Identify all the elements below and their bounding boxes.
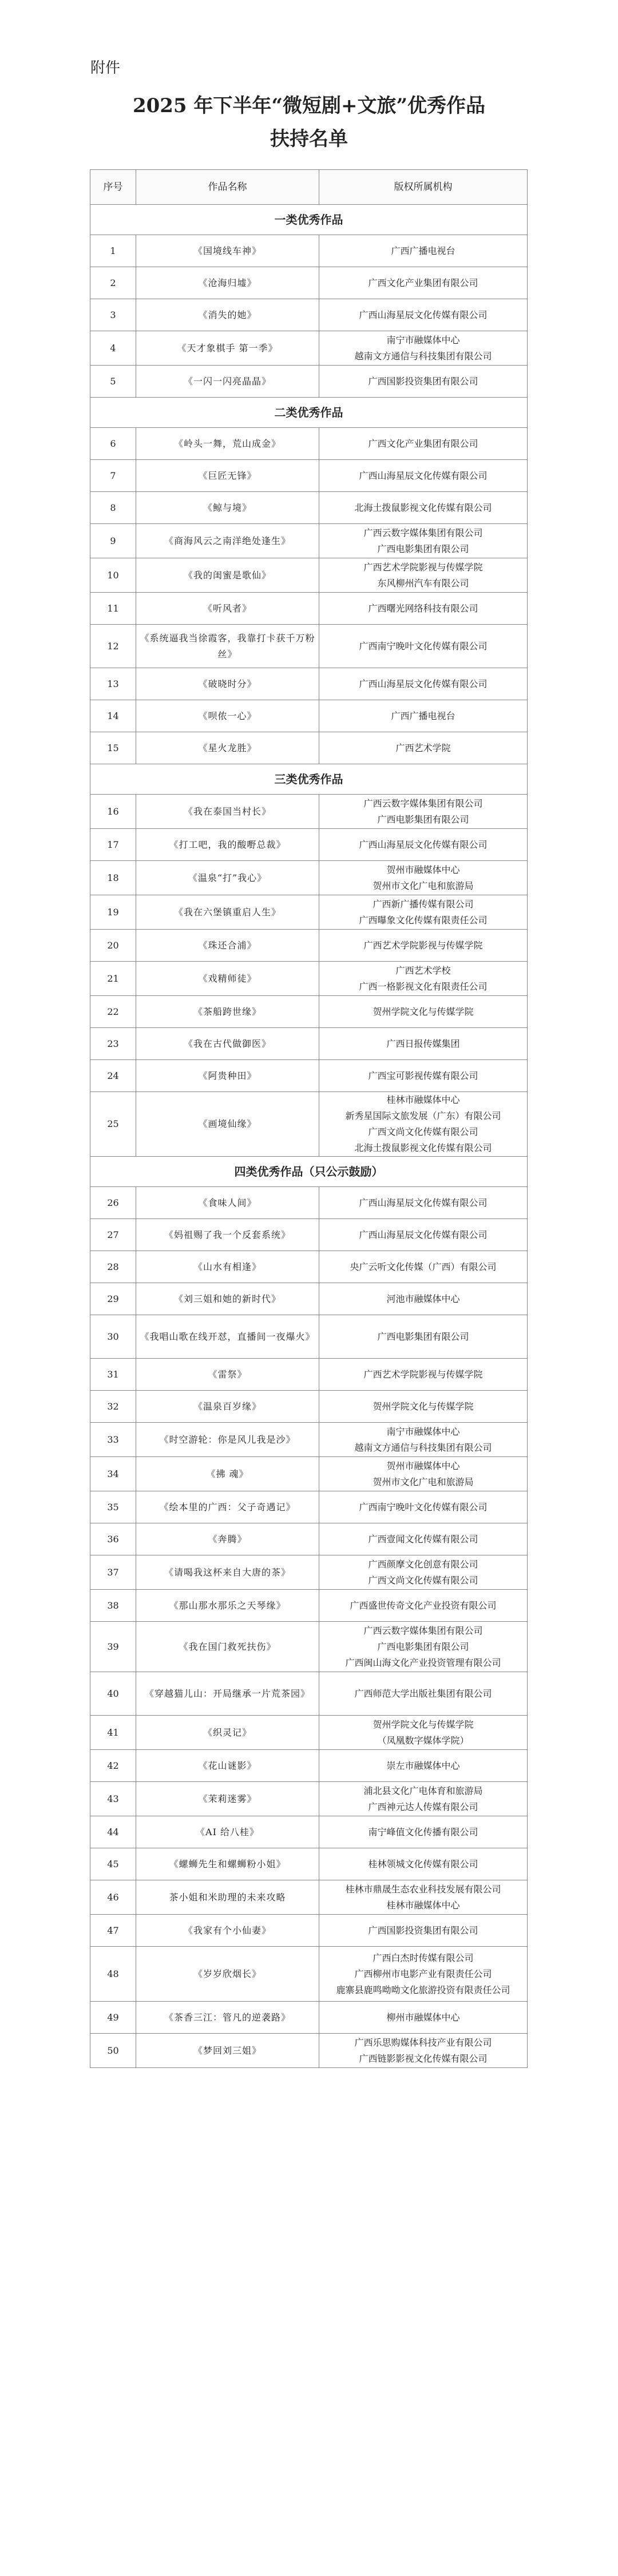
work-title: 《打工吧，我的酸嘢总裁》 [136,829,319,861]
row-number: 2 [90,267,136,299]
work-title: 《螺蛳先生和螺蛳粉小姐》 [136,1848,319,1880]
row-number: 40 [90,1672,136,1716]
table-row [90,558,528,593]
table-row [90,2034,528,2068]
work-title: 《茉莉迷雾》 [136,1782,319,1816]
copyright-org-cell [319,593,528,625]
table-row [90,1423,528,1457]
copyright-org: 鹿寨县鹿鸣呦呦文化旅游投资有限责任公司 [336,1984,510,1995]
table-row [90,2002,528,2034]
copyright-org: 广西云数字媒体集团有限公司 [363,1625,483,1636]
table-row [90,1060,528,1092]
copyright-org-cell [319,1251,528,1283]
work-title: 《花山谜影》 [136,1750,319,1782]
copyright-org: 贺州学院文化与传媒学院 [373,1718,474,1730]
table-row [90,460,528,492]
table-row [90,930,528,962]
copyright-org: 越南文方通信与科技集团有限公司 [354,350,492,362]
copyright-org-cell [319,1060,528,1092]
table-row [90,1782,528,1816]
copyright-org: 南宁市融媒体中心 [386,1426,460,1437]
copyright-org: 广西山海星辰文化传媒有限公司 [359,839,488,850]
copyright-org-cell [319,1555,528,1590]
copyright-org: 广西山海星辰文化传媒有限公司 [359,1229,488,1240]
copyright-org: 广西国影投资集团有限公司 [368,375,478,387]
copyright-org: 广西文化产业集团有限公司 [368,277,478,288]
copyright-org: 广西艺术学院 [395,742,451,753]
row-number: 3 [90,299,136,331]
copyright-org-cell [319,1622,528,1672]
table-row [90,625,528,668]
copyright-org-cell [319,1457,528,1491]
row-number: 25 [90,1092,136,1157]
copyright-org: 河池市融媒体中心 [386,1293,460,1304]
row-number: 17 [90,829,136,861]
work-title: 《破晓时分》 [136,668,319,700]
work-title: 《请喝我这杯来自大唐的茶》 [136,1555,319,1590]
copyright-org-cell [319,895,528,930]
table-row [90,895,528,930]
row-number: 4 [90,331,136,366]
copyright-org-cell [319,930,528,962]
copyright-org-cell [319,1391,528,1423]
copyright-org: 北海土拨鼠影视文化传媒有限公司 [354,502,492,513]
row-number: 31 [90,1359,136,1391]
table-row [90,1315,528,1359]
work-title: 《奔腾》 [136,1523,319,1555]
work-title: 《那山那水那乐之天琴缘》 [136,1590,319,1622]
table-row [90,428,528,460]
copyright-org: 贺州市文化广电和旅游局 [373,1476,474,1487]
copyright-org-cell [319,2002,528,2034]
row-number: 33 [90,1423,136,1457]
copyright-org: 新秀星国际文旅发展（广东）有限公司 [345,1110,501,1121]
copyright-org-cell [319,1672,528,1716]
row-number: 23 [90,1028,136,1060]
section-title: 四类优秀作品（只公示鼓励） [90,1157,528,1187]
copyright-org-cell [319,962,528,996]
copyright-org: 广西曝象文化传媒有限责任公司 [359,914,488,926]
copyright-org: 广西云数字媒体集团有限公司 [363,797,483,809]
work-title: 《AI 给八桂》 [136,1816,319,1848]
row-number: 42 [90,1750,136,1782]
copyright-org: 广西云数字媒体集团有限公司 [363,527,483,538]
copyright-org: 广西文化产业集团有限公司 [368,438,478,449]
copyright-org: 贺州市融媒体中心 [386,1460,460,1471]
copyright-org: 桂林市鼎晟生态农业科技发展有限公司 [345,1883,501,1895]
section-header-row [90,1157,528,1187]
document-subtitle: 扶持名单 [270,128,348,150]
row-number: 43 [90,1782,136,1816]
row-number: 49 [90,2002,136,2034]
row-number: 48 [90,1947,136,2002]
copyright-org-cell [319,2034,528,2068]
copyright-org: 广西艺术学院影视与传媒学院 [363,939,483,951]
copyright-org: 广西宝可影视传媒有限公司 [368,1070,478,1081]
row-number: 9 [90,524,136,558]
section-header-row [90,205,528,235]
row-number: 19 [90,895,136,930]
work-title: 《梦回刘三姐》 [136,2034,319,2068]
work-title: 《绘本里的广西：父子奇遇记》 [136,1491,319,1523]
copyright-org-cell [319,1359,528,1391]
row-number: 41 [90,1716,136,1750]
copyright-org-cell [319,1915,528,1947]
row-number: 12 [90,625,136,668]
copyright-org: 浦北县文化广电体育和旅游局 [363,1785,483,1796]
table-row [90,861,528,895]
copyright-org: 广西神元达人传媒有限公司 [368,1801,478,1812]
copyright-org-cell [319,1219,528,1251]
work-title: 《阿贵种田》 [136,1060,319,1092]
copyright-org: 广西广播电视台 [391,245,455,256]
copyright-org-cell [319,492,528,524]
row-number: 26 [90,1187,136,1219]
work-title: 《我家有个小仙妻》 [136,1915,319,1947]
copyright-org: 广西一格影视文化有限责任公司 [359,981,488,992]
work-title: 《食味人间》 [136,1187,319,1219]
work-title: 《珠还合浦》 [136,930,319,962]
table-row [90,668,528,700]
copyright-org-cell [319,331,528,366]
row-number: 10 [90,558,136,593]
copyright-org-cell [319,996,528,1028]
work-title: 《我的闺蜜是歌仙》 [136,558,319,593]
work-title: 《织灵记》 [136,1716,319,1750]
copyright-org: 贺州学院文化与传媒学院 [373,1006,474,1017]
copyright-org-cell [319,1880,528,1915]
copyright-org: 广西南宁晚叶文化传媒有限公司 [359,1501,488,1513]
row-number: 8 [90,492,136,524]
work-title: 《一闪一闪亮晶晶》 [136,366,319,398]
row-number: 34 [90,1457,136,1491]
copyright-org-cell [319,1491,528,1523]
copyright-org: 广西艺术学院影视与传媒学院 [363,1368,483,1380]
copyright-org: 广西乐思购媒体科技产业有限公司 [354,2037,492,2048]
copyright-org-cell [319,366,528,398]
table-row [90,1947,528,2002]
copyright-org-cell [319,795,528,829]
work-title: 《呗侬一心》 [136,700,319,732]
copyright-org-cell [319,1716,528,1750]
work-title: 《听风者》 [136,593,319,625]
copyright-org-cell [319,524,528,558]
row-number: 36 [90,1523,136,1555]
section-title: 三类优秀作品 [90,764,528,795]
copyright-org-cell [319,829,528,861]
copyright-org: 东风柳州汽车有限公司 [377,577,469,589]
copyright-org: 广西链影影视文化传媒有限公司 [359,2053,488,2064]
table-row [90,996,528,1028]
row-number: 29 [90,1283,136,1315]
support-list-table [90,169,528,2068]
work-title: 《温泉“打”我心》 [136,861,319,895]
work-title: 《画境仙缘》 [136,1092,319,1157]
table-row [90,1915,528,1947]
work-title: 《消失的她》 [136,299,319,331]
copyright-org: 广西电影集团有限公司 [377,1641,469,1652]
copyright-org: 广西山海星辰文化传媒有限公司 [359,678,488,689]
section-header-row [90,398,528,428]
copyright-org: 广西文尚文化传媒有限公司 [368,1126,478,1137]
copyright-org-cell [319,1423,528,1457]
work-title: 《系统逼我当徐霞客，我靠打卡获千万粉丝》 [136,625,319,668]
table-row [90,829,528,861]
copyright-org: 广西电影集团有限公司 [377,813,469,825]
row-number: 15 [90,732,136,764]
table-row [90,1187,528,1219]
row-number: 14 [90,700,136,732]
copyright-org: 广西曙光网络科技有限公司 [368,602,478,614]
copyright-org-cell [319,1782,528,1816]
work-title: 《我唱山歌在线开怼，直播间一夜爆火》 [136,1315,319,1359]
table-row [90,700,528,732]
table-row [90,1523,528,1555]
row-number: 32 [90,1391,136,1423]
copyright-org: 广西新广播传媒有限公司 [373,898,474,910]
copyright-org: 广西壹闻文化传媒有限公司 [368,1533,478,1545]
copyright-org: 广西电影集团有限公司 [377,543,469,554]
section-title: 二类优秀作品 [90,398,528,428]
table-row [90,1716,528,1750]
copyright-org-cell [319,1947,528,2002]
copyright-org-cell [319,460,528,492]
document-title: 2025 年下半年“微短剧+文旅”优秀作品 [132,94,486,117]
work-title: 《山水有相逢》 [136,1251,319,1283]
copyright-org: 广西柳州市电影产业有限责任公司 [354,1968,492,1979]
work-title: 《茶香三江：管凡的逆袭路》 [136,2002,319,2034]
work-title: 《鲸与境》 [136,492,319,524]
copyright-org-cell [319,1848,528,1880]
row-number: 18 [90,861,136,895]
copyright-org: 广西广播电视台 [391,710,455,721]
work-title: 《刘三姐和她的新时代》 [136,1283,319,1315]
table-row [90,1251,528,1283]
table-row [90,1028,528,1060]
table-row [90,235,528,267]
copyright-org: 广西白杰时传媒有限公司 [373,1952,474,1963]
copyright-org: 广西山海星辰文化传媒有限公司 [359,1197,488,1208]
row-number: 30 [90,1315,136,1359]
copyright-org-cell [319,558,528,593]
copyright-org: 广西师范大学出版社集团有限公司 [354,1688,492,1699]
work-title: 《岁岁欣烟长》 [136,1947,319,2002]
copyright-org: 崇左市融媒体中心 [386,1760,460,1771]
work-title: 《雷祭》 [136,1359,319,1391]
table-row [90,1391,528,1423]
copyright-org: 贺州市文化广电和旅游局 [373,880,474,891]
work-title: 《时空游轮：你是风儿我是沙》 [136,1423,319,1457]
attachment-label: 附件 [90,59,121,77]
copyright-org: 越南文方通信与科技集团有限公司 [354,1442,492,1453]
work-title: 《穿越猫儿山：开局继承一片荒茶园》 [136,1672,319,1716]
table-row [90,1092,528,1157]
copyright-org: 南宁市融媒体中心 [386,334,460,346]
row-number: 22 [90,996,136,1028]
copyright-org: 桂林领城文化传媒有限公司 [368,1858,478,1870]
table-header-row [90,170,528,205]
work-title: 茶小姐和米助理的未来攻略 [136,1880,319,1915]
copyright-org-cell [319,428,528,460]
table-row [90,1750,528,1782]
copyright-org: 广西日报传媒集团 [386,1038,460,1049]
copyright-org-cell [319,668,528,700]
work-title: 《天才象棋手 第一季》 [136,331,319,366]
row-number: 46 [90,1880,136,1915]
row-number: 35 [90,1491,136,1523]
copyright-org: 广西电影集团有限公司 [377,1331,469,1342]
copyright-org: 南宁峰值文化传播有限公司 [368,1826,478,1837]
table-row [90,1622,528,1672]
copyright-org-cell [319,235,528,267]
header-org: 版权所属机构 [319,170,528,205]
row-number: 21 [90,962,136,996]
copyright-org: 广西国影投资集团有限公司 [368,1924,478,1936]
copyright-org-cell [319,700,528,732]
copyright-org: 广西山海星辰文化传媒有限公司 [359,309,488,320]
copyright-org: 广西艺术学院影视与传媒学院 [363,561,483,573]
copyright-org-cell [319,267,528,299]
table-row [90,795,528,829]
copyright-org: 桂林市融媒体中心 [386,1899,460,1911]
copyright-org-cell [319,1750,528,1782]
copyright-org-cell [319,299,528,331]
copyright-org: 央广云听文化传媒（广西）有限公司 [350,1261,497,1272]
work-title: 《商海风云之南洋绝处逢生》 [136,524,319,558]
work-title: 《星火龙胜》 [136,732,319,764]
row-number: 5 [90,366,136,398]
row-number: 38 [90,1590,136,1622]
row-number: 20 [90,930,136,962]
copyright-org: 广西文尚文化传媒有限公司 [368,1574,478,1586]
copyright-org: 广西颜摩文化创意有限公司 [368,1558,478,1570]
header-work: 作品名称 [136,170,319,205]
work-title: 《巨匠无锋》 [136,460,319,492]
table-row [90,1457,528,1491]
row-number: 27 [90,1219,136,1251]
row-number: 28 [90,1251,136,1283]
table-row [90,962,528,996]
work-title: 《拂 魂》 [136,1457,319,1491]
row-number: 47 [90,1915,136,1947]
copyright-org-cell [319,625,528,668]
work-title: 《岭头一舞，荒山成金》 [136,428,319,460]
table-row [90,1283,528,1315]
row-number: 7 [90,460,136,492]
table-row [90,524,528,558]
row-number: 1 [90,235,136,267]
work-title: 《我在六堡镇重启人生》 [136,895,319,930]
copyright-org: 贺州学院文化与传媒学院 [373,1400,474,1412]
table-row [90,1880,528,1915]
row-number: 45 [90,1848,136,1880]
work-title: 《沧海归墟》 [136,267,319,299]
row-number: 24 [90,1060,136,1092]
table-row [90,1590,528,1622]
row-number: 6 [90,428,136,460]
copyright-org: 广西南宁晚叶文化传媒有限公司 [359,640,488,652]
work-title: 《我在泰国当村长》 [136,795,319,829]
row-number: 16 [90,795,136,829]
table-row [90,267,528,299]
copyright-org-cell [319,1028,528,1060]
copyright-org: 广西山海星辰文化传媒有限公司 [359,470,488,481]
table-row [90,1848,528,1880]
table-row [90,1219,528,1251]
copyright-org: 广西闽山海文化产业投资管理有限公司 [345,1657,501,1668]
copyright-org-cell [319,1590,528,1622]
table-row [90,732,528,764]
copyright-org: 柳州市融媒体中心 [386,2011,460,2023]
work-title: 《温泉百岁缘》 [136,1391,319,1423]
work-title: 《茶船跨世缘》 [136,996,319,1028]
table-row [90,1555,528,1590]
table-row [90,1359,528,1391]
table-row [90,331,528,366]
section-header-row [90,764,528,795]
work-title: 《我在国门救死扶伤》 [136,1622,319,1672]
work-title: 《妈祖赐了我一个反套系统》 [136,1219,319,1251]
copyright-org-cell [319,732,528,764]
copyright-org: 贺州市融媒体中心 [386,864,460,875]
work-title: 《国境线车神》 [136,235,319,267]
row-number: 13 [90,668,136,700]
copyright-org-cell [319,1315,528,1359]
copyright-org: 广西盛世传奇文化产业投资有限公司 [350,1599,497,1611]
row-number: 11 [90,593,136,625]
table-row [90,1672,528,1716]
row-number: 39 [90,1622,136,1672]
copyright-org: 广西艺术学校 [395,964,451,976]
copyright-org-cell [319,1283,528,1315]
table-body [90,170,528,2068]
section-title: 一类优秀作品 [90,205,528,235]
header-no: 序号 [90,170,136,205]
table-row [90,492,528,524]
copyright-org: 桂林市融媒体中心 [386,1094,460,1105]
copyright-org-cell [319,1523,528,1555]
copyright-org-cell [319,861,528,895]
copyright-org-cell [319,1092,528,1157]
table-row [90,299,528,331]
copyright-org-cell [319,1187,528,1219]
row-number: 50 [90,2034,136,2068]
work-title: 《我在古代做御医》 [136,1028,319,1060]
work-title: 《戏精师徒》 [136,962,319,996]
table-row [90,1816,528,1848]
table-row [90,593,528,625]
copyright-org: 北海土拨鼠影视文化传媒有限公司 [354,1142,492,1153]
row-number: 37 [90,1555,136,1590]
table-row [90,1491,528,1523]
row-number: 44 [90,1816,136,1848]
table-row [90,366,528,398]
copyright-org-cell [319,1816,528,1848]
copyright-org: （凤凰数字媒体学院） [377,1734,469,1746]
